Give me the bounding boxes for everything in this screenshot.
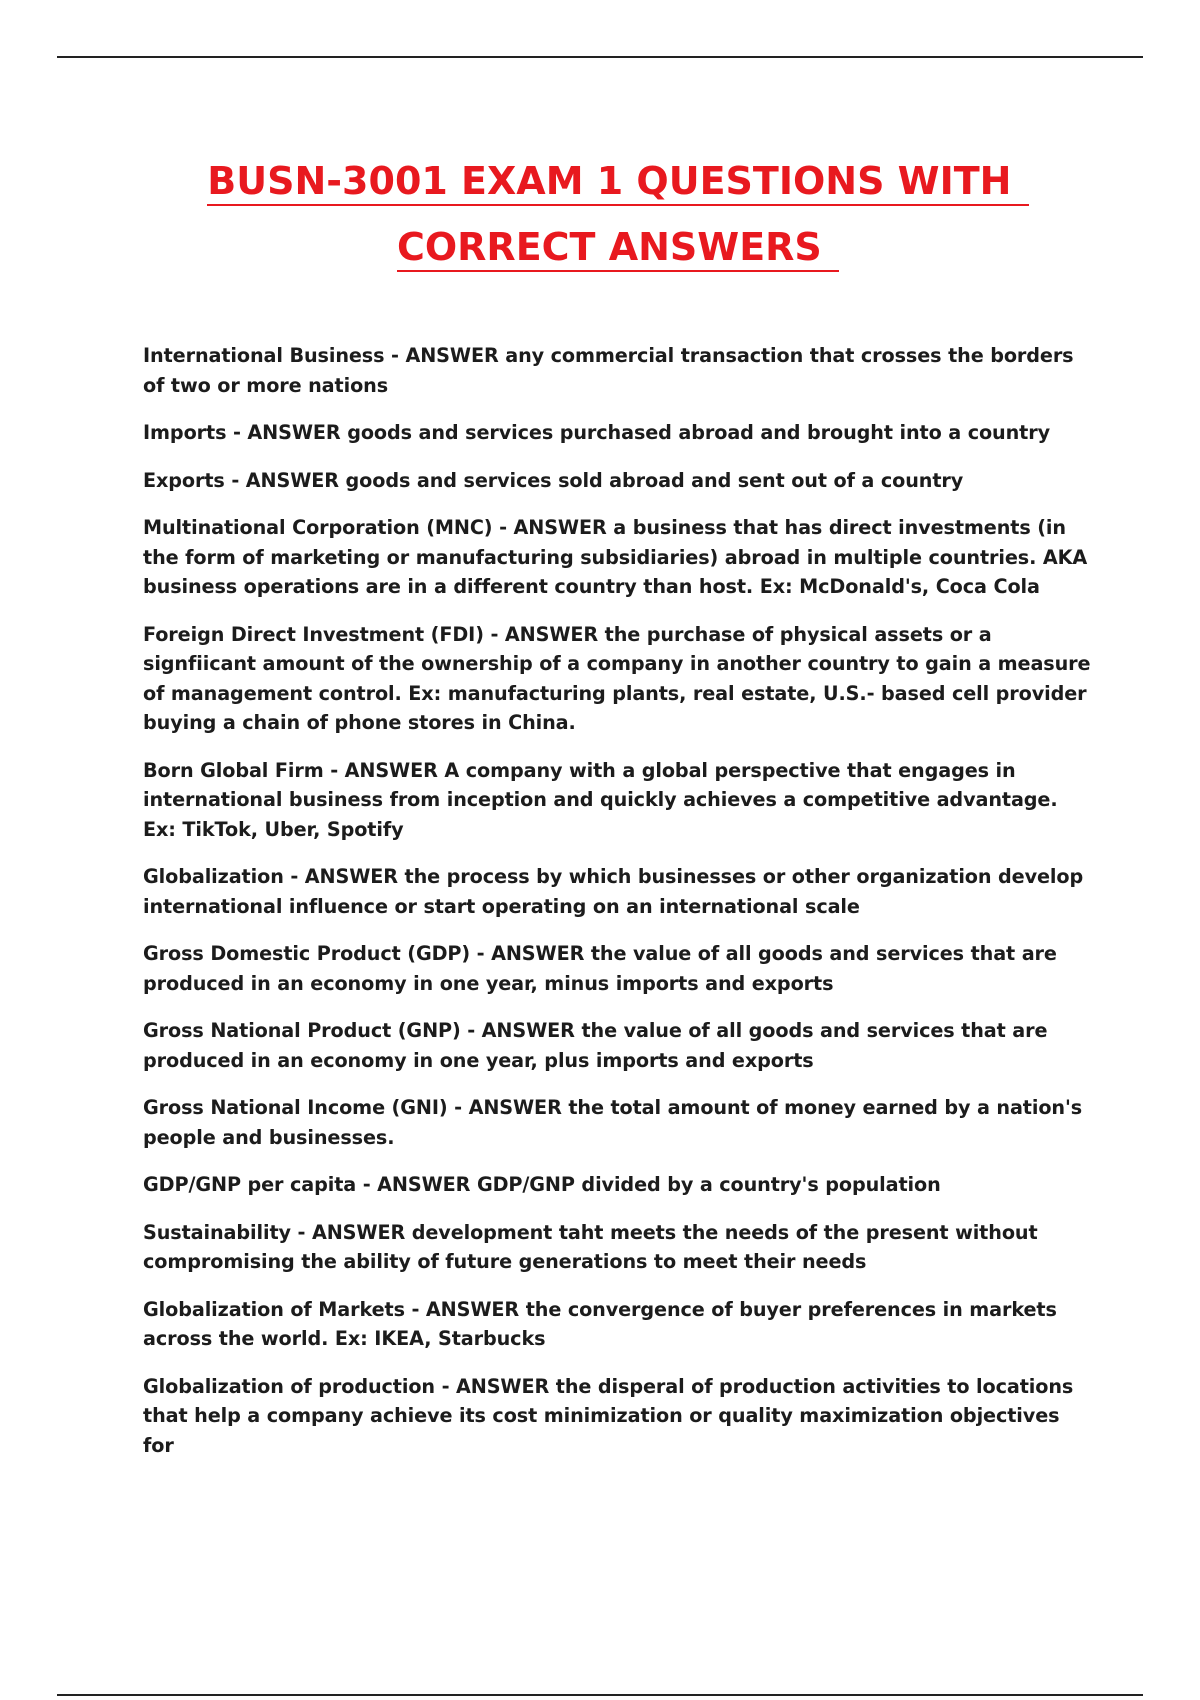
- entry-term: Globalization of production: [143, 1374, 435, 1398]
- entry-term: Multinational Corporation (MNC): [143, 516, 493, 539]
- entry-answer: goods and services sold abroad and sent out of a country: [345, 468, 964, 492]
- entry-separator: - ANSWER: [323, 758, 445, 782]
- qa-entry: [143, 1295, 1093, 1354]
- entry-answer: the value of all goods and services that are produced in an economy in one year, minus imports and exports: [143, 942, 1057, 995]
- entry-term: Born Global Firm: [143, 758, 324, 782]
- entry-term: Globalization: [143, 865, 284, 888]
- entry-term: Gross National Income (GNI): [143, 1096, 448, 1119]
- qa-entry: [143, 418, 1093, 448]
- qa-entry: [143, 513, 1093, 602]
- qa-entry: [143, 620, 1093, 738]
- entry-separator: - ANSWER: [492, 516, 614, 539]
- entry-separator: - ANSWER: [434, 1374, 556, 1398]
- entry-separator: - ANSWER: [356, 1173, 477, 1196]
- qa-entry: [143, 1372, 1093, 1461]
- entry-term: Exports: [143, 468, 225, 492]
- entry-separator: - ANSWER: [460, 1019, 582, 1042]
- entry-answer: the process by which businesses or other organization develop international influence or start operating on an international scale: [143, 865, 1084, 918]
- entry-term: Gross National Product (GNP): [143, 1019, 461, 1042]
- qa-entry: [143, 939, 1093, 998]
- qa-entry: [143, 1218, 1093, 1277]
- entry-answer: the value of all goods and services that are produced in an economy in one year, plus imports and exports: [143, 1019, 1048, 1072]
- entry-answer: the disperal of production activities to locations that help a company achieve its cost minimization or quality maximization objectives for: [143, 1374, 1074, 1457]
- top-rule: [57, 56, 1143, 58]
- entry-separator: - ANSWER: [447, 1096, 569, 1119]
- qa-entry: [143, 341, 1093, 400]
- qa-entry: [143, 756, 1093, 845]
- entry-term: GDP/GNP per capita: [143, 1173, 357, 1196]
- entry-separator: - ANSWER: [404, 1297, 526, 1321]
- entry-separator: - ANSWER: [470, 942, 591, 965]
- qa-entry: [143, 1170, 1093, 1200]
- entry-answer: a business that has direct investments (in the form of marketing or manufacturing subsidiaries) abroad in multiple countries. AKA business operations are in a different country than host. Ex: McDonald's, Coca Cola: [143, 516, 1088, 598]
- entry-term: Gross Domestic Product (GDP): [143, 942, 471, 965]
- entry-separator: - ANSWER: [483, 622, 605, 646]
- qa-entry: [143, 1093, 1093, 1152]
- entry-separator: - ANSWER: [226, 421, 348, 444]
- entry-separator: - ANSWER: [283, 865, 405, 888]
- entry-answer: development taht meets the needs of the present without compromising the ability of future generations to meet their needs: [143, 1220, 1038, 1273]
- entry-answer: the purchase of physical assets or a signfiicant amount of the ownership of a company in another country to gain a measure of management control. Ex: manufacturing plants, real estate, U.S.- based cell provider buying a chain of phone stores in China.: [143, 622, 1091, 734]
- document-title: [150, 148, 1086, 280]
- entry-term: International Business: [143, 344, 385, 367]
- entry-term: Sustainability: [143, 1220, 291, 1244]
- qa-list: [143, 341, 1093, 1478]
- entry-answer: GDP/GNP divided by a country's population: [476, 1173, 941, 1196]
- entry-answer: goods and services purchased abroad and brought into a country: [347, 421, 1051, 444]
- entry-separator: - ANSWER: [290, 1220, 412, 1244]
- entry-answer: any commercial transaction that crosses the borders of two or more nations: [143, 344, 1074, 397]
- entry-term: Globalization of Markets: [143, 1297, 405, 1321]
- title-line-1: BUSN-3001 EXAM 1 QUESTIONS WITH: [207, 160, 1028, 206]
- entry-answer: A company with a global perspective that engages in international business from inception and quickly achieves a competitive advantage. Ex: TikTok, Uber, Spotify: [143, 758, 1058, 841]
- entry-term: Imports: [143, 421, 227, 444]
- bottom-rule: [57, 1694, 1143, 1696]
- qa-entry: [143, 1016, 1093, 1075]
- entry-answer: the total amount of money earned by a nation's people and businesses.: [143, 1096, 1083, 1149]
- entry-answer: the convergence of buyer preferences in markets across the world. Ex: IKEA, Starbucks: [143, 1297, 1057, 1350]
- entry-term: Foreign Direct Investment (FDI): [143, 622, 484, 646]
- entry-separator: - ANSWER: [384, 344, 506, 367]
- qa-entry: [143, 466, 1093, 496]
- qa-entry: [143, 862, 1093, 921]
- title-line-2: CORRECT ANSWERS: [397, 226, 839, 272]
- entry-separator: - ANSWER: [224, 468, 346, 492]
